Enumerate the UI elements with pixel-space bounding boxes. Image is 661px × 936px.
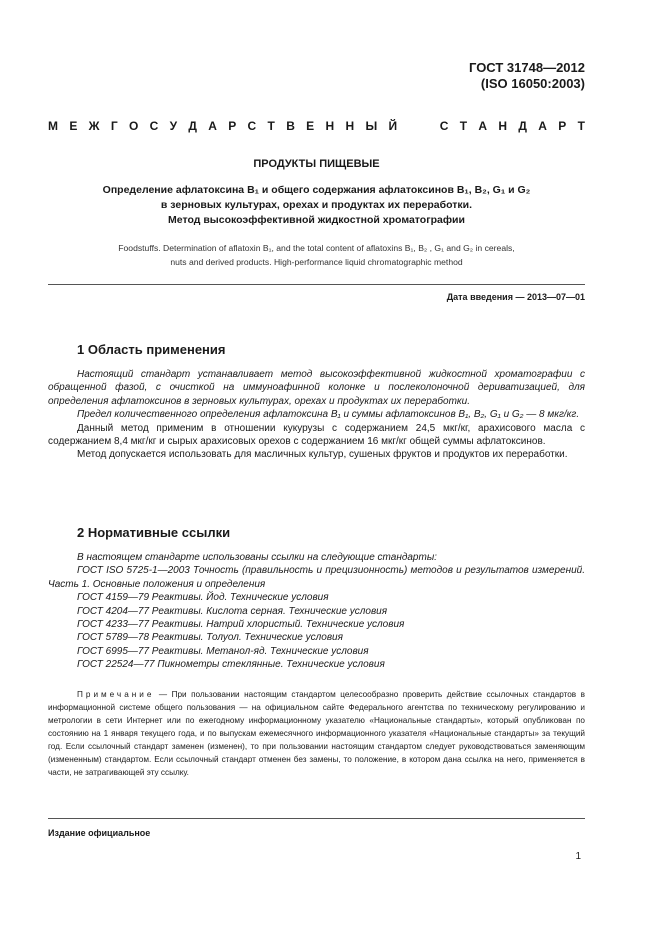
banner-letter: Ж (88, 119, 100, 133)
banner-letter: Е (306, 119, 315, 133)
effective-date: Дата введения — 2013—07—01 (446, 292, 585, 302)
title-line: в зерновых культурах, орехах и продуктах их переработки. (160, 199, 473, 211)
section-1-body (48, 368, 585, 462)
banner-letter: Т (577, 119, 585, 133)
reference-item: ГОСТ 6995—77 Реактивы. Метанол-яд. Технические условия (77, 645, 369, 657)
banner-letter: У (169, 119, 178, 133)
banner-letter: Н (325, 119, 335, 133)
note-text: — При пользовании настоящим стандартом целесообразно проверить действие ссылочных стандартов в информационной системе общего пользования — на официальном сайте Федерального агентства по техническому регулированию и метрологии в сети Интернет или по ежегодному информационному указателю «Национальные стандарты», который опубликован по состоянию на 1 января текущего года, и по выпускам ежемесячного информационного указателя «Национальные стандарты» за текущий год. Если ссылочный стандарт заменен (изменен), то при пользовании настоящим стандартом следует руководствоваться заменяющим (измененным) стандартом. Если ссылочный стандарт отменен без замены, то положение, в котором дана ссылка на него, применяется в части, не затрагивающей эту ссылку. (48, 690, 585, 777)
banner-letter: Й (388, 119, 398, 133)
banner-letter: Т (267, 119, 275, 133)
reference-item: ГОСТ 4233—77 Реактивы. Натрий хлористый. Технические условия (77, 619, 405, 631)
banner-letter: А (538, 119, 547, 133)
reference-item: ГОСТ ISO 5725-1—2003 Точность (правильность и прецизионность) методов и результатов измерений. Часть 1. Основные положения и определения (48, 565, 585, 590)
paragraph: Данный метод применим в отношении кукурузы с содержанием 24,5 мкг/кг, арахисового масла с содержанием 8,4 мкг/кг и сырых арахисовых орехов с содержанием 16 мкг/кг общей суммы афлатоксинов. (48, 422, 585, 448)
english-title-line: nuts and derived products. High-performance liquid chromatographic method (170, 257, 463, 267)
banner-letter: Е (69, 119, 78, 133)
reference-item: ГОСТ 22524—77 Пикнометры стеклянные. Технические условия (77, 659, 385, 671)
footer-divider (48, 818, 585, 819)
paragraph: Метод допускается использовать для масличных культур, сушеных фруктов и продуктов их переработки. (77, 449, 568, 461)
banner-letter: Р (228, 119, 237, 133)
iso-code: (ISO 16050:2003) (480, 76, 585, 91)
banner-letter: Ы (365, 119, 378, 133)
banner-letter (408, 119, 428, 133)
reference-item: ГОСТ 4204—77 Реактивы. Кислота серная. Технические условия (77, 605, 388, 617)
paragraph: Предел количественного определения афлатоксина B₁ и суммы афлатоксинов B₁, B₂, G₁ и G₂ — 8 мкг/кг. (77, 409, 580, 421)
note-label: Примечание (77, 690, 155, 699)
section-1-heading: 1 Область применения (77, 342, 226, 357)
banner-letter: Г (110, 119, 118, 133)
banner-letter: Р (558, 119, 567, 133)
banner-letter: О (128, 119, 139, 133)
banner-letter: Н (498, 119, 508, 133)
official-edition: Издание официальное (48, 828, 151, 838)
product-heading: ПРОДУКТЫ ПИЩЕВЫЕ (253, 158, 380, 170)
banner-letter: Т (459, 119, 468, 133)
banner-letter: Н (345, 119, 355, 133)
banner-letter: Д (188, 119, 197, 133)
section-2-heading: 2 Нормативные ссылки (77, 525, 231, 540)
references-intro: В настоящем стандарте использованы ссылки на следующие стандарты: (77, 552, 437, 563)
reference-item: ГОСТ 5789—78 Реактивы. Толуол. Технические условия (77, 632, 343, 644)
reference-item: ГОСТ 4159—79 Реактивы. Йод. Технические условия (77, 592, 329, 604)
title-line: Метод высокоэффективной жидкостной хроматографии (168, 214, 465, 226)
title-line: Определение афлатоксина B₁ и общего содержания афлатоксинов B₁, B₂, G₁ и G₂ (102, 184, 531, 196)
banner-letter: С (439, 119, 449, 133)
interstate-standard-banner (48, 119, 585, 133)
references-list (48, 551, 585, 672)
document-title (48, 183, 585, 228)
divider (48, 284, 585, 285)
banner-letter: А (208, 119, 217, 133)
banner-letter: А (478, 119, 488, 133)
english-title (48, 241, 585, 269)
banner-letter: С (149, 119, 159, 133)
banner-letter: С (247, 119, 257, 133)
page-number: 1 (575, 851, 581, 862)
banner-letter: Д (518, 119, 527, 133)
banner-letter: В (286, 119, 295, 133)
english-title-line: Foodstuffs. Determination of aflatoxin B₁, and the total content of aflatoxins B₁, B₂ , G₁ and G₂ in cereals, (118, 243, 515, 253)
standard-code: ГОСТ 31748—2012 (469, 60, 585, 75)
note (48, 688, 585, 779)
paragraph: Настоящий стандарт устанавливает метод высокоэффективной жидкостной хроматографии с обращенной фазой, с очисткой на иммуноафинной колонке и послеколоночной дериватизацией, для определения афлатоксинов в зерновых культурах, орехах и продуктах их переработки. (48, 369, 585, 407)
banner-letter: М (48, 119, 58, 133)
